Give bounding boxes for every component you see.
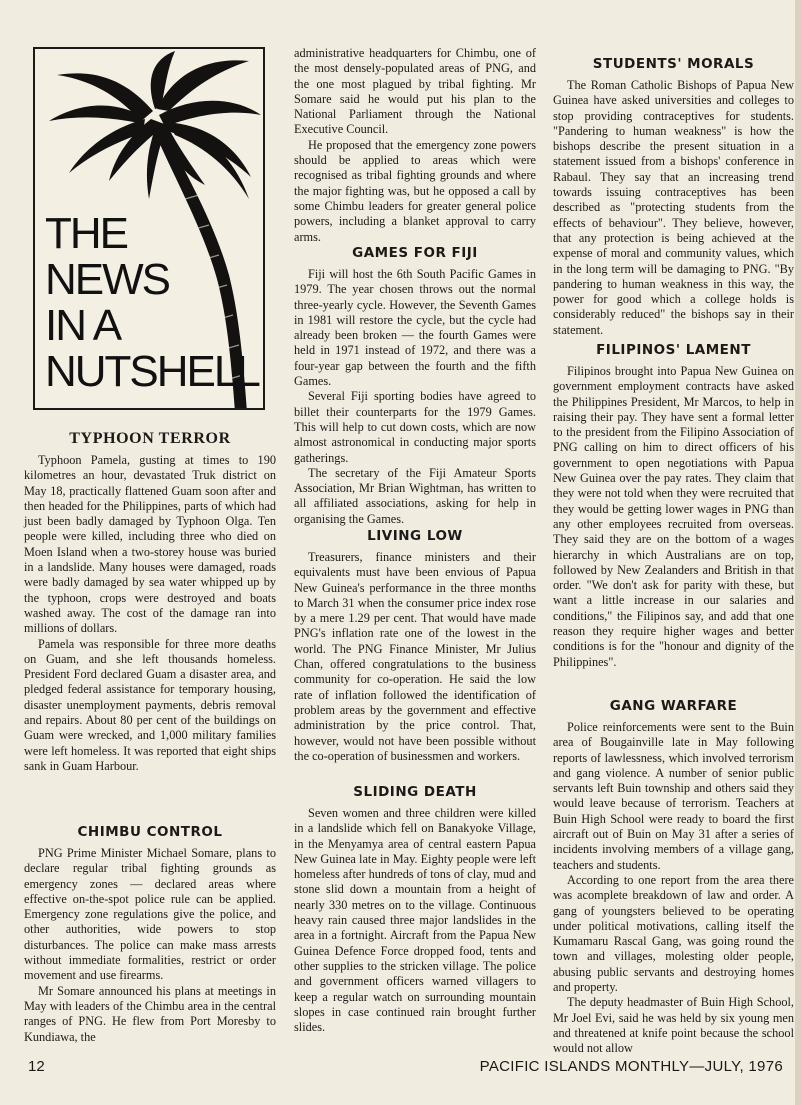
article-sliding-death xyxy=(294,784,536,1035)
article-heading: GAMES FOR FIJI xyxy=(352,245,478,261)
article-paragraph: Pamela was responsible for three more deaths on Guam, and she left thousands homeless. President Ford declared Guam a disaster area, and pledged federal assistance for temporary housing, disaster unemployment payments, debris removal and repairs. About 80 per cent of the buildings on Guam were wrecked, and 1,000 military families were left homeless. It was reported that eight ships sank in Guam Harbour. xyxy=(24,636,276,773)
article-paragraph: Seven women and three children were killed in a landslide which fell on Banakyoke Village, in the Menyamya area of central eastern Papua New Guinea late in May. Eighty people were left homeless after hundreds of tons of clay, mud and stone slid down a mountain from a height of nearly 330 metres on to the village. Continuous heavy rain caused three major landslides in the area in a fortnight. Aircraft from the Papua New Guinea Defence Force dropped food, tents and other supplies to the stricken village. The police and government officers warned villagers to keep a regular watch on surrounding mountain slopes in case continued rain brought further slides. xyxy=(294,806,536,1035)
article-paragraph: The deputy headmaster of Buin High School, Mr Joel Evi, said he was held by six young men and threatened at knife point because the school would not allow xyxy=(553,995,794,1056)
article-paragraph: Several Fiji sporting bodies have agreed to billet their counterparts for the 1979 Games. This will help to cut down costs, which are now almost astronomical in conducting major sports gatherings. xyxy=(294,389,536,465)
logo-line: THE xyxy=(45,209,127,258)
article-chimbu-control xyxy=(24,824,276,1045)
publication-footer: PACIFIC ISLANDS MONTHLY—JULY, 1976 xyxy=(479,1058,783,1075)
article-paragraph: Filipinos brought into Papua New Guinea on government employment contracts have asked the Philippines President, Mr Marcos, to help in raising their pay. They have sent a formal letter to the president from the Filipino Association of PNG calling on him to direct officers of his government to open negotiations with Papua New Guinea over the pay rates. They claim that they were not told when they were recruited that they would be getting lower wages in PNG than any other employees recruited from overseas. They said they are on the bottom of a wages hierarchy in which Australians are on top, followed by New Zealanders and British in that order. "We don't ask for parity with these, but want a little increase in our salaries and conditions," the Filipinos say, and add that one reason they require higher wages and better conditions is for the "honour and dignity of the Philippines". xyxy=(553,364,794,669)
article-heading: TYPHOON TERROR xyxy=(69,430,231,447)
article-paragraph: Police reinforcements were sent to the Buin area of Bougainville late in May following reports of lawlessness, which involved terrorism and gang violence. A number of senior public servants left Buin township and others said they would leave because of terrorism. Teachers at Buin High School were ready to board the first aircraft out of Buin on May 31 after a series of incidents involving members of a village gang, teachers and students. xyxy=(553,720,794,872)
logo-title xyxy=(45,211,259,395)
article-paragraph: administrative headquarters for Chimbu, one of the most densely-populated areas of PNG, and the one most plagued by tribal fighting. Mr Somare said he would put his plan to the National Parliament through the National Executive Council. xyxy=(294,46,536,137)
article-paragraph: Typhoon Pamela, gusting at times to 190 kilometres an hour, devastated Truk district on May 18, practically flattened Guam soon after and then headed for the Philippines, parts of which had just been badly damaged by Typhoon Olga. Ten people were killed, including three who died on Moen Island when a two-storey house was buried in a landslide. Many houses were damaged, roads were badly damaged by sea water whipped up by the typhoon, crops were destroyed and boats washed away. The cost of the damage ran into millions of dollars. xyxy=(24,453,276,636)
logo-line: NEWS xyxy=(45,255,169,304)
news-in-a-nutshell-logo xyxy=(33,47,265,410)
article-paragraph: The secretary of the Fiji Amateur Sports Association, Mr Brian Wightman, has written to all affiliated associations, asking for help in organising the Games. xyxy=(294,465,536,526)
page-edge xyxy=(795,0,801,1105)
article-paragraph: The Roman Catholic Bishops of Papua New Guinea have asked universities and colleges to stop providing contraceptives for students. "Pandering to human weakness" is how the bishops describe the present situation in a statement issued from a bishops' conference in Rabaul. They say that an increasing trend towards issuing contraceptives has been described as "protecting students from the effects of behaviour". They believe, however, that any protection is being achieved at the expense of moral and community values, which in the long term will be damaging to PNG. "By pandering to human weakness in this way, the power for good which a college holds is considerably reduced" the bishops say in their statement. xyxy=(553,78,794,337)
article-paragraph: Mr Somare announced his plans at meetings in May with leaders of the Chimbu area in the central ranges of PNG. He flew from Port Moresby to Kundiawa, the xyxy=(24,983,276,1044)
article-chimbu-continued xyxy=(294,46,536,245)
article-paragraph: Fiji will host the 6th South Pacific Games in 1979. The year chosen throws out the normal three-yearly cycle. However, the Seventh Games in 1981 will restore the cycle, but the cycle had already been broken — the fourth Games were held in 1971 instead of 1972, and there was a four-year gap between the fourth and the fifth Games. xyxy=(294,267,536,389)
article-heading: STUDENTS' MORALS xyxy=(592,56,755,72)
article-heading: SLIDING DEATH xyxy=(353,784,477,800)
article-paragraph: According to one report from the area there was acomplete breakdown of law and order. A gang of youngsters believed to be operating under political motivations, calling itself the Kumamaru Rascal Gang, was going round the town and villages, molesting older people, abusing public servants and destroying homes and property. xyxy=(553,872,794,995)
article-games-for-fiji xyxy=(294,245,536,527)
article-heading: CHIMBU CONTROL xyxy=(77,824,223,840)
article-filipinos-lament xyxy=(553,342,794,670)
article-heading: GANG WARFARE xyxy=(609,698,738,714)
article-paragraph: PNG Prime Minister Michael Somare, plans to declare regular tribal fighting grounds as emergency zones — declared areas where effective on-the-spot police rule can be applied. Emergency zone regulations give the police, and other authorities, wide powers to stop disturbances. The police can make mass arrests without immediate formalities, restrict or order movement and use firearms. xyxy=(24,846,276,983)
article-gang-warfare xyxy=(553,698,794,1057)
article-heading: LIVING LOW xyxy=(367,528,463,544)
article-paragraph: He proposed that the emergency zone powers should be applied to areas which were recognised as tribal fighting grounds and where the major fighting was, but he opposed a call by some Chimbu leaders for greater general police powers, including a blanket approval to carry arms. xyxy=(294,137,536,244)
logo-line: NUTSHELL xyxy=(45,347,259,396)
article-students-morals xyxy=(553,56,794,338)
article-living-low xyxy=(294,528,536,764)
page-number: 12 xyxy=(28,1058,45,1075)
article-heading: FILIPINOS' LAMENT xyxy=(596,342,751,358)
logo-line: IN A xyxy=(45,301,121,350)
article-typhoon-terror xyxy=(24,430,276,774)
article-paragraph: Treasurers, finance ministers and their equivalents must have been envious of Papua New Guinea's performance in the three months to March 31 when the consumer price index rose by a mere 1.29 per cent. That would have made PNG's inflation rate one of the lowest in the world. The PNG Finance Minister, Mr Julius Chan, offered congratulations to the business community for co-operation. He said the low rate of inflation followed the identification of problem areas by the government and effective administration by the price control. That, however, would not have been possible without the co-operation of businessmen and workers. xyxy=(294,550,536,763)
